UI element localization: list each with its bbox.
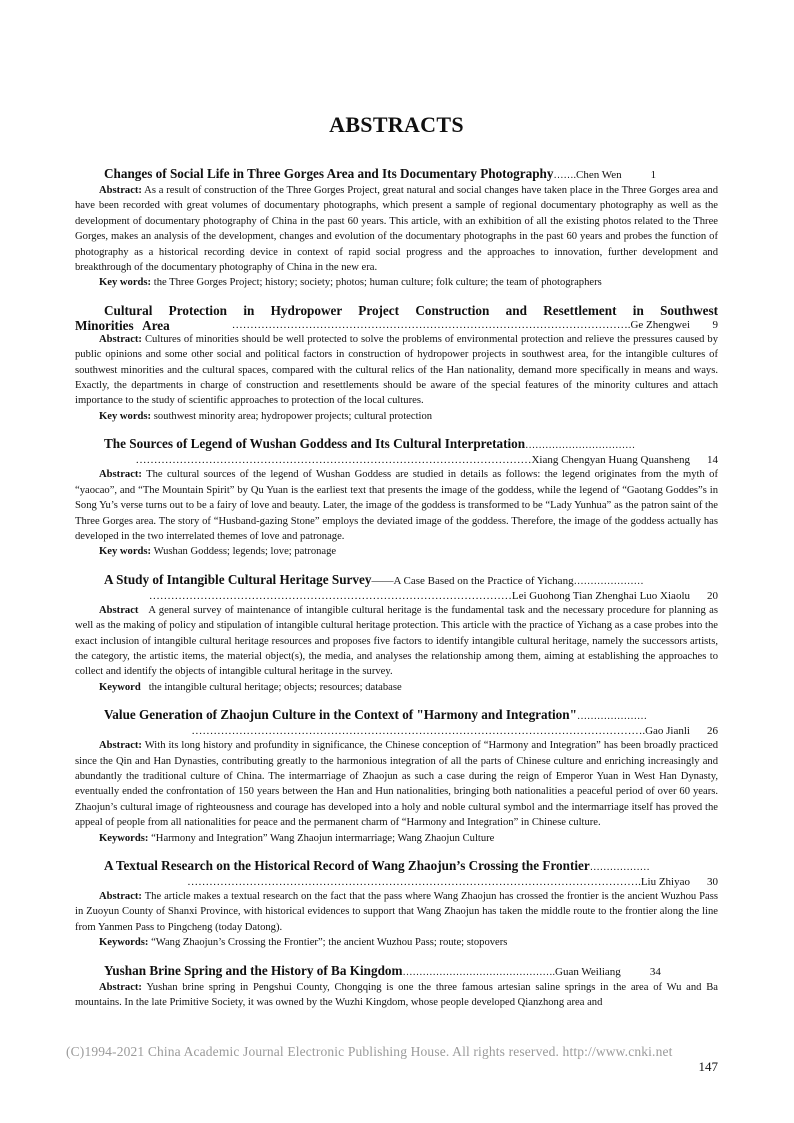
page-number: 147 <box>698 1059 718 1074</box>
article-subtitle: ——A Case Based on the Practice of Yichang <box>371 574 574 587</box>
article-headline <box>75 858 718 875</box>
article-page: 34 <box>649 965 661 978</box>
article-author-line <box>75 724 718 738</box>
keywords-body: “Harmony and Integration” Wang Zhaojun intermarriage; Wang Zhaojun Culture <box>151 832 495 844</box>
keywords-label: Keywords: <box>99 832 149 844</box>
abstract-text <box>75 183 718 275</box>
keywords-label: Key words: <box>99 410 152 422</box>
leader-dots: ………………………………………………………………………………………………. <box>231 318 631 331</box>
article-2 <box>75 303 718 424</box>
article-3 <box>75 436 718 559</box>
article-4 <box>75 572 718 695</box>
abstract-body: The cultural sources of the legend of Wushan Goddess are studied in details as follows: the legend originates from the myth of “yaocao”, and “The Mountain Spirit” by Qu Yuan is the earliest text that presents the image of the goddess, while the legend of “Gaotang Goddes”s in Song Yu’s verse turns out to be a fairy of love and beauty. Later, the image of the goddess is transformed to be “Lady Yunhua” as the patron saint of the Three Gorges area. The story of “Husband-gazing Stone” employs the deviated image of the goddess. Therefore, the image of the goddess actually has developed in the two interrelated themes of love and patronage. <box>75 469 718 542</box>
abstract-body: As a result of construction of the Three Gorges Project, great natural and social changes have taken place in the Three Gorges area and have been recorded with great volumes of documentary photographs, which present a sample of regional documentary photography as well as the development of documentary photography of China in the past 60 years. This article, with an exhibition of all the existing photos related to the Three Gorges, makes an analysis of the development, changes and evolution of the documentary photographs in the past 60 years and probes the function of photography as a historical recording device in context of rapid social progress and the approaches to innovation, further development and breakthrough of the documentary photography of China in the new era. <box>75 185 718 274</box>
leader-dots: ……………………………………………………………………………………………………………. <box>187 876 641 888</box>
article-author: Liu Zhiyao <box>640 876 690 888</box>
article-5 <box>75 707 718 846</box>
keywords-label: Key words: <box>99 277 152 289</box>
abstract-text <box>75 889 718 935</box>
keywords-body: southwest minority area; hydropower projects; cultural protection <box>153 410 433 422</box>
keywords-label: Key words: <box>99 546 152 558</box>
article-author-line <box>75 318 718 332</box>
article-title: Cultural Protection in Hydropower Project Construction and Resettlement in Southwest Minorities Area <box>75 302 718 333</box>
article-title: Yushan Brine Spring and the History of Ba Kingdom <box>104 962 403 978</box>
article-page: 9 <box>712 318 718 331</box>
abstract-text <box>75 980 718 1011</box>
keywords <box>75 680 718 695</box>
article-headline <box>75 707 718 724</box>
abstract-body: With its long history and profundity in significance, the Chinese conception of “Harmony and Integration” has been broadly practiced since the Qin and Han Dynasties, contributing greatly to the harmonious integration of all the parts of Chinese culture and enriching increasingly and abundantly the traditional culture of China. The intermarriage of Zhaojun as such a case during the reign of Emperor Yuan in West Han Dynasty, eventually ended the confrontation of 150 years between the Han and Hun nationalities, bringing both nationalities a peaceful period of over 60 years. Zhaojun’s cultural image of righteousness and courage has developed into a holy and noble cultural symbol and the intermarriage itself has proved the appeal of people from all nationalities for peace and the permanent charm of “Harmony and Integration” in Chinese culture. <box>75 740 718 829</box>
article-page: 14 <box>707 454 718 467</box>
article-page: 26 <box>707 725 718 738</box>
leader-dots: ……………… <box>589 862 650 873</box>
article-headline <box>75 572 718 589</box>
leader-dots: ……………………………………………………………………………………………… <box>135 454 532 467</box>
leader-dots: ………………… <box>573 575 644 587</box>
keywords-body: the Three Gorges Project; history; society; photos; human culture; folk culture; the team of photographers <box>153 277 602 289</box>
abstract-label: Abstract: <box>99 891 142 902</box>
article-headline <box>75 436 718 453</box>
article-7 <box>75 963 718 1011</box>
abstract-body: Yushan brine spring in Pengshui County, Chongqing is one the three famous artesian saline springs in the area of Wu and Ba mountains. In the late Primitive Society, it was owned by the Wuzhi Kingdom, whose people developed Qianzhong area and <box>75 981 718 1009</box>
article-title: Changes of Social Life in Three Gorges Area and Its Documentary Photography <box>104 166 554 181</box>
leader-dots: ………………………………………. <box>402 966 555 978</box>
keywords <box>75 831 718 846</box>
article-author-line <box>75 589 718 603</box>
copyright-watermark: (C)1994-2021 China Academic Journal Electronic Publishing House. All rights reserved. http://www.cnki.net <box>66 1044 673 1059</box>
article-title: The Sources of Legend of Wushan Goddess and Its Cultural Interpretation <box>104 436 526 452</box>
article-author-line <box>75 875 718 889</box>
abstract-body: Cultures of minorities should be well protected to solve the problems of environmental protection and relieve the pressures caused by public opinions and some other social and political factors in construction of hydropower projects in southwest area, for the intangible cultures of southwest minorities and the cultural spaces, compared with the cultural relics of the Han nationality, demand more specifically in means and ways. Exactly, the departments in charge of construction and resettlements should be aware of the special features of the minority cultures and attach importance to the study of scientific approaches to protection of the local cultures. <box>75 333 718 407</box>
article-author: Lei Guohong Tian Zhenghai Luo Xiaolu <box>511 589 690 602</box>
article-title: Value Generation of Zhaojun Culture in the Context of "Harmony and Integration" <box>104 707 577 723</box>
keywords-body: the intangible cultural heritage; objects; resources; database <box>148 681 402 693</box>
article-page: 1 <box>650 169 657 181</box>
keywords <box>75 275 718 290</box>
keywords-body: “Wang Zhaojun’s Crossing the Frontier”; the ancient Wuzhou Pass; route; stopovers <box>151 937 508 949</box>
keywords <box>75 409 718 424</box>
abstract-body: The article makes a textual research on the fact that the pass where Wang Zhaojun has crossed the frontier is the ancient Wuzhou Pass in Zuoyun County of Shanxi Province, with historical evidences to support that Wang Zhaojun has taken the middle route to the frontier along the line from Yanmen Pass to Pingcheng (today Datong). <box>75 891 718 933</box>
article-headline <box>75 963 718 980</box>
leader-dots: ………………… <box>576 711 647 723</box>
keywords <box>75 935 718 950</box>
leader-dots: ……………………………………………………………………………………………………………. <box>191 725 646 738</box>
article-author-line <box>75 453 718 467</box>
article-title: A Textual Research on the Historical Record of Wang Zhaojun’s Crossing the Frontier <box>104 858 590 873</box>
article-1 <box>75 166 718 291</box>
article-author: Ge Zhengwei <box>630 318 690 331</box>
article-author: Guan Weiliang <box>555 965 621 978</box>
abstract-text <box>75 738 718 830</box>
abstract-body: A general survey of maintenance of intangible cultural heritage is the fundamental task and the necessary procedure for planning as well as the making of policy and stipulation of intangible cultural heritage protection. This article with the practice of Yichang as a case probes into the exact inclusion of intangible cultural heritage resources and proposes five factors to identify intangible cultural heritage, namely the successors artists, the category, the artistic items, the material object(s), the media, and analyses the relationship among them, aiming at establishing the approaches to collect and identify the objects of intangible cultural heritage in the survey. <box>75 604 718 678</box>
leader-dots: ……. <box>553 170 576 181</box>
page-title: ABSTRACTS <box>329 112 464 137</box>
article-page: 20 <box>707 589 718 602</box>
leader-dots: ……………………………………………………………………………………… <box>148 589 512 602</box>
page <box>75 0 718 1123</box>
leader-dots: …………………………… <box>525 440 636 452</box>
abstract-label: Abstract: <box>99 469 142 481</box>
keywords-body: Wushan Goddess; legends; love; patronage <box>153 546 337 558</box>
abstract-label: Abstract <box>99 604 139 616</box>
article-title: A Study of Intangible Cultural Heritage Survey <box>104 571 372 587</box>
article-headline <box>75 166 718 183</box>
abstract-text <box>75 603 718 680</box>
keywords <box>75 544 718 559</box>
abstract-text <box>75 332 718 409</box>
keywords-label: Keywords: <box>99 937 149 949</box>
article-author: Xiang Chengyan Huang Quansheng <box>531 454 690 467</box>
article-author: Gao Jianli <box>645 725 690 738</box>
abstract-label: Abstract: <box>99 740 142 752</box>
article-author: Chen Wen <box>575 169 622 181</box>
abstracts-list <box>75 166 718 1023</box>
abstract-text <box>75 467 718 544</box>
abstract-label: Abstract: <box>99 333 142 345</box>
abstract-label: Abstract: <box>99 981 142 993</box>
article-6 <box>75 858 718 951</box>
article-page: 30 <box>707 876 718 888</box>
abstract-label: Abstract: <box>99 185 142 196</box>
keywords-label: Keyword <box>99 681 141 693</box>
